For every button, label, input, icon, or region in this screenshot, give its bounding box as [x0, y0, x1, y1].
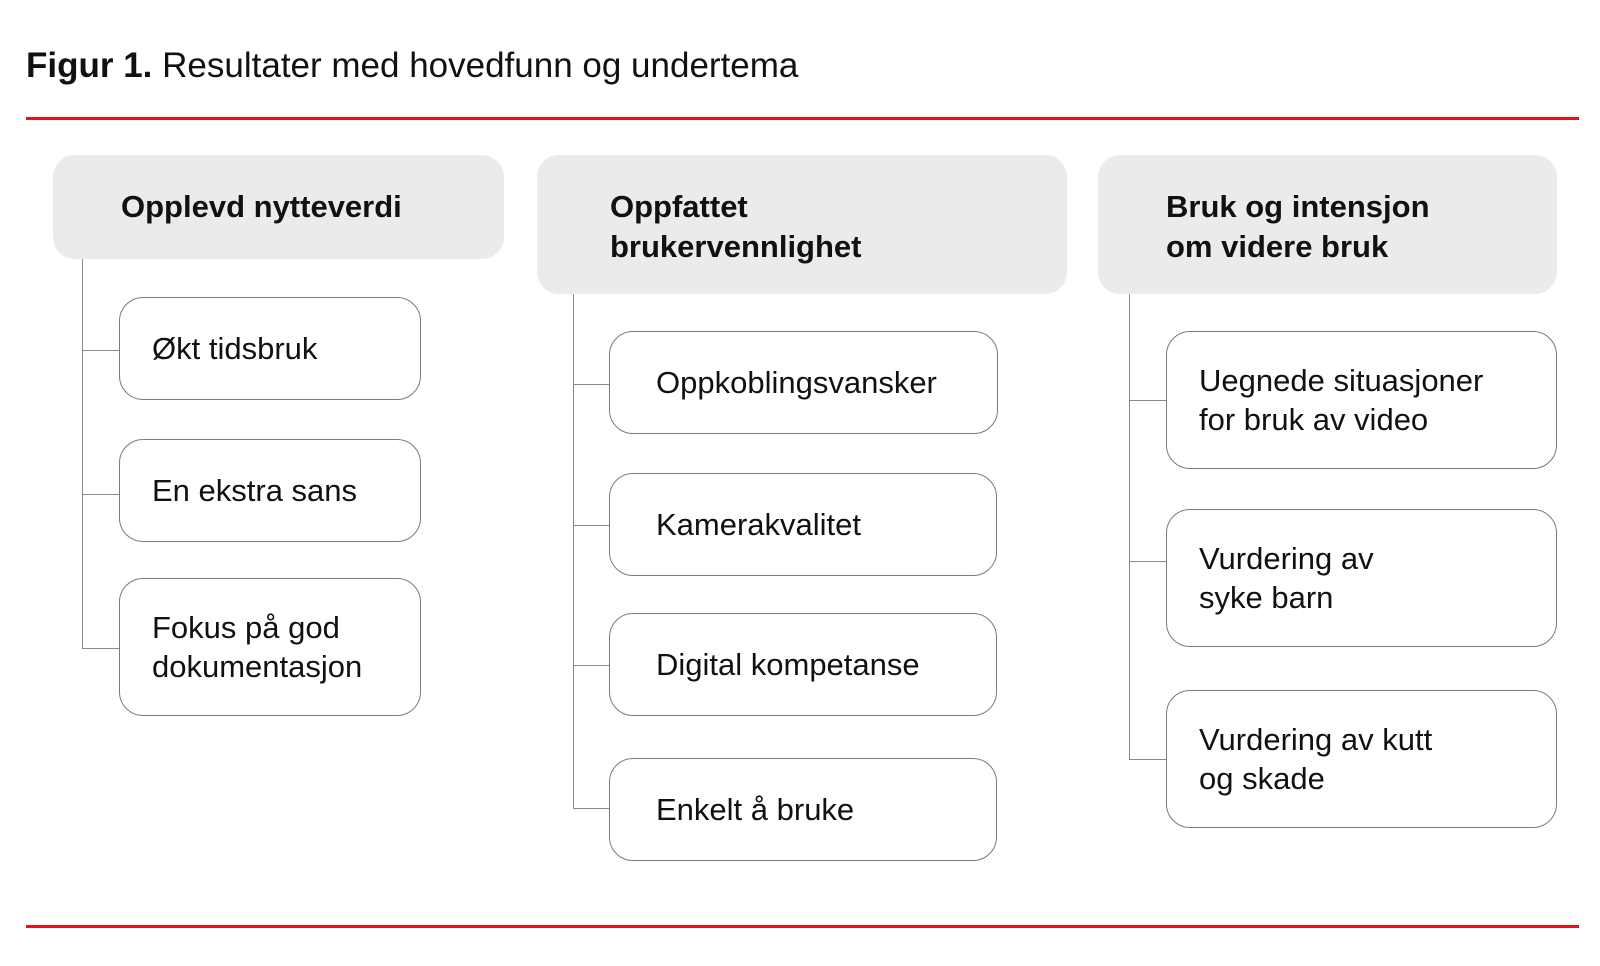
connector-branch — [573, 384, 609, 385]
subtheme-box — [1166, 331, 1557, 469]
subtheme-text: Oppkoblingsvansker — [656, 365, 937, 400]
column-heading — [53, 155, 504, 259]
connector-branch — [1129, 759, 1166, 760]
figure-label: Figur 1. — [26, 46, 153, 85]
subtheme-text: En ekstra sans — [152, 473, 358, 508]
connector-line — [1129, 294, 1130, 759]
connector-line — [573, 294, 574, 808]
subtheme-text: Kamerakvalitet — [656, 507, 862, 542]
subtheme-text: Vurdering av kutt og skade — [1199, 722, 1433, 796]
connector-line — [82, 259, 83, 648]
connector-branch — [82, 648, 119, 649]
subtheme-text: Digital kompetanse — [656, 647, 920, 682]
connector-branch — [82, 494, 119, 495]
connector-branch — [82, 350, 119, 351]
subtheme-text: Vurdering av syke barn — [1199, 541, 1374, 615]
subtheme-box — [609, 613, 997, 716]
bottom-divider — [26, 925, 1579, 928]
connector-branch — [1129, 400, 1166, 401]
subtheme-text: Enkelt å bruke — [656, 792, 855, 827]
subtheme-box — [1166, 690, 1557, 828]
column-heading-text: Oppfattet brukervennlighet — [610, 189, 862, 264]
connector-branch — [573, 808, 609, 809]
column-heading-text: Opplevd nytteverdi — [121, 189, 402, 224]
subtheme-text: Økt tidsbruk — [152, 331, 318, 366]
subtheme-box — [119, 578, 421, 716]
connector-branch — [573, 665, 609, 666]
subtheme-box — [119, 297, 421, 400]
figure-title — [26, 44, 798, 88]
subtheme-box — [609, 331, 998, 434]
top-divider — [26, 117, 1579, 120]
subtheme-box — [609, 758, 997, 861]
subtheme-box — [119, 439, 421, 542]
subtheme-box — [1166, 509, 1557, 647]
subtheme-text: Uegnede situasjoner for bruk av video — [1199, 363, 1484, 437]
subtheme-box — [609, 473, 997, 576]
column-heading — [537, 155, 1067, 294]
connector-branch — [1129, 561, 1166, 562]
connector-branch — [573, 525, 609, 526]
column-heading-text: Bruk og intensjon om videre bruk — [1166, 189, 1430, 264]
subtheme-text: Fokus på god dokumentasjon — [152, 610, 363, 684]
figure-caption: Resultater med hovedfunn og undertema — [162, 46, 799, 85]
column-heading — [1098, 155, 1557, 294]
